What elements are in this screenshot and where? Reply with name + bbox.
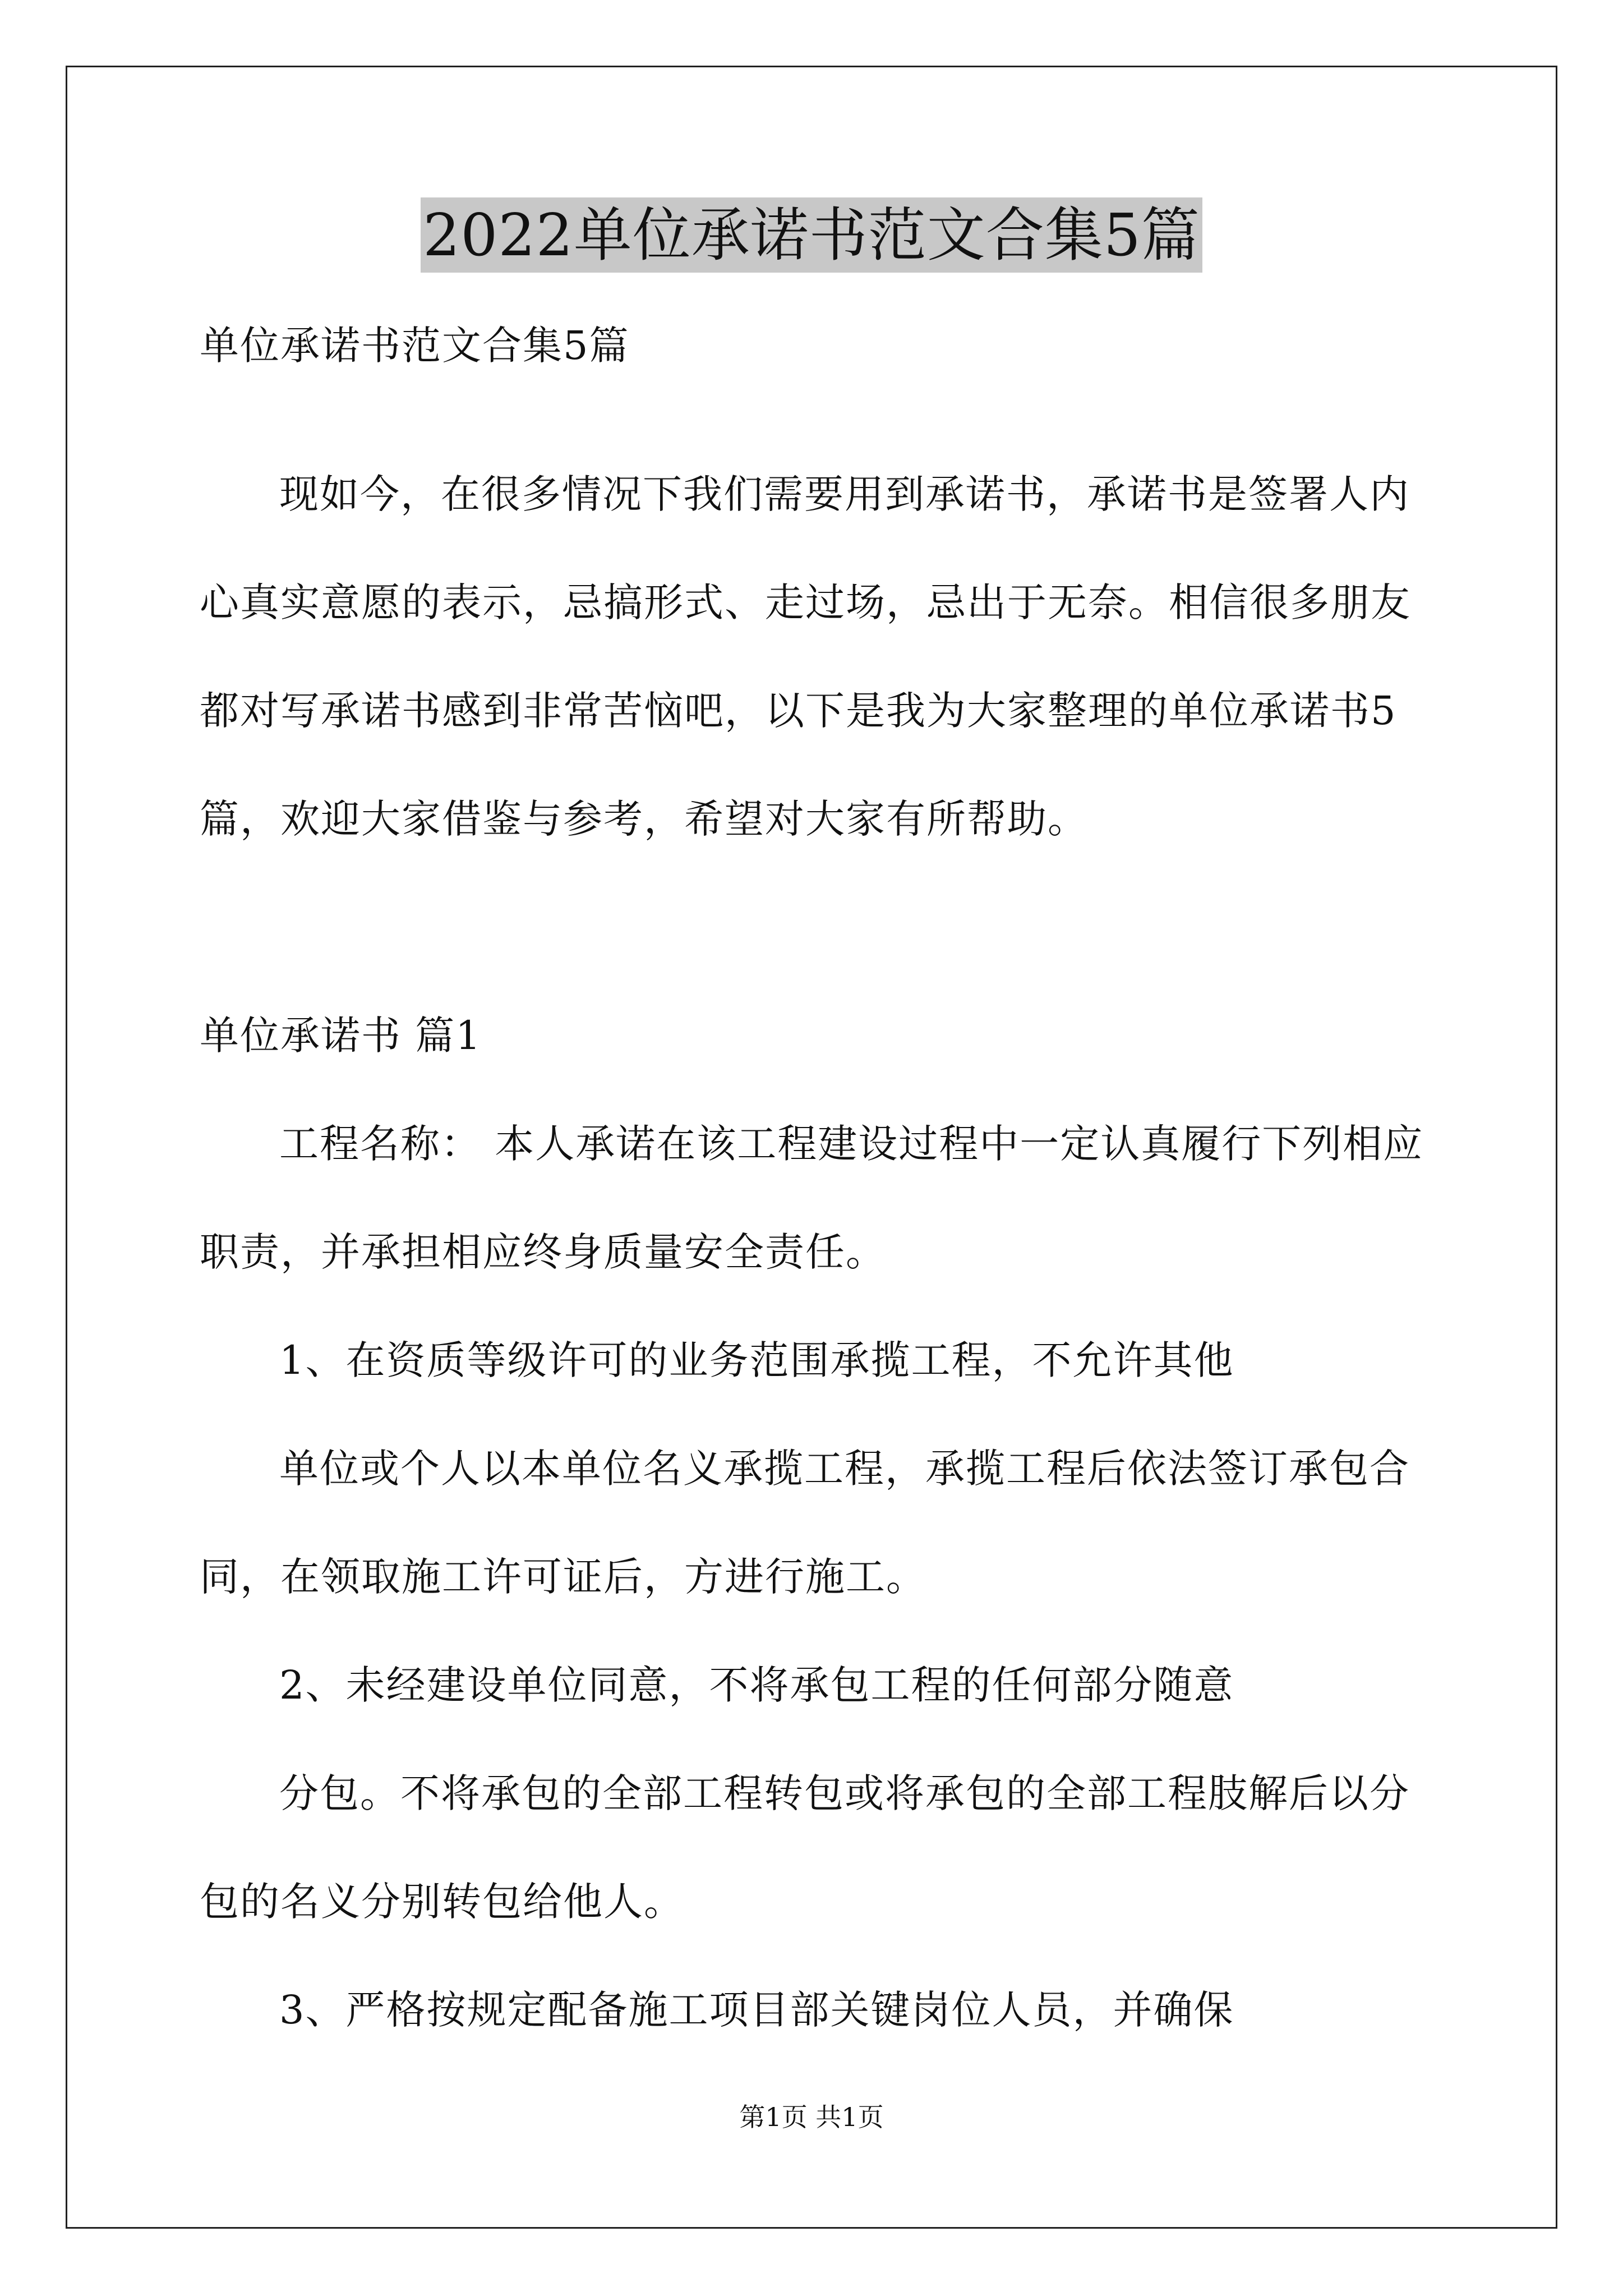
body-line-2: 职责，并承担相应终身质量安全责任。 [200,1229,886,1275]
intro-line-1: 现如今，在很多情况下我们需要用到承诺书，承诺书是签署人内 [279,471,1410,517]
body-line-1: 工程名称： 本人承诺在该工程建设过程中一定认真履行下列相应 [279,1121,1424,1167]
page-number-label: 第1页 共1页 [739,2102,884,2132]
body-line-4: 单位或个人以本单位名义承揽工程，承揽工程后依法签订承包合 [279,1446,1410,1492]
intro-line-2: 心真实意愿的表示，忌搞形式、走过场，忌出于无奈。相信很多朋友 [200,579,1411,625]
page-footer [0,2097,1623,2134]
body-line-9: 3、严格按规定配备施工项目部关键岗位人员，并确保 [279,1987,1234,2033]
body-line-6: 2、未经建设单位同意，不将承包工程的任何部分随意 [279,1662,1234,1708]
section-heading: 单位承诺书 篇1 [200,1013,482,1059]
document-title: 2022单位承诺书范文合集5篇 [421,197,1202,273]
body-line-5: 同，在领取施工许可证后，方进行施工。 [200,1554,926,1600]
intro-line-4: 篇，欢迎大家借鉴与参考，希望对大家有所帮助。 [200,796,1088,842]
body-line-8: 包的名义分别转包给他人。 [200,1879,684,1925]
document-subtitle: 单位承诺书范文合集5篇 [200,323,630,369]
body-line-7: 分包。不将承包的全部工程转包或将承包的全部工程肢解后以分 [279,1770,1410,1816]
intro-line-3: 都对写承诺书感到非常苦恼吧，以下是我为大家整理的单位承诺书5 [200,688,1397,734]
body-line-3: 1、在资质等级许可的业务范围承揽工程，不允许其他 [279,1337,1234,1383]
title-container [0,197,1623,273]
